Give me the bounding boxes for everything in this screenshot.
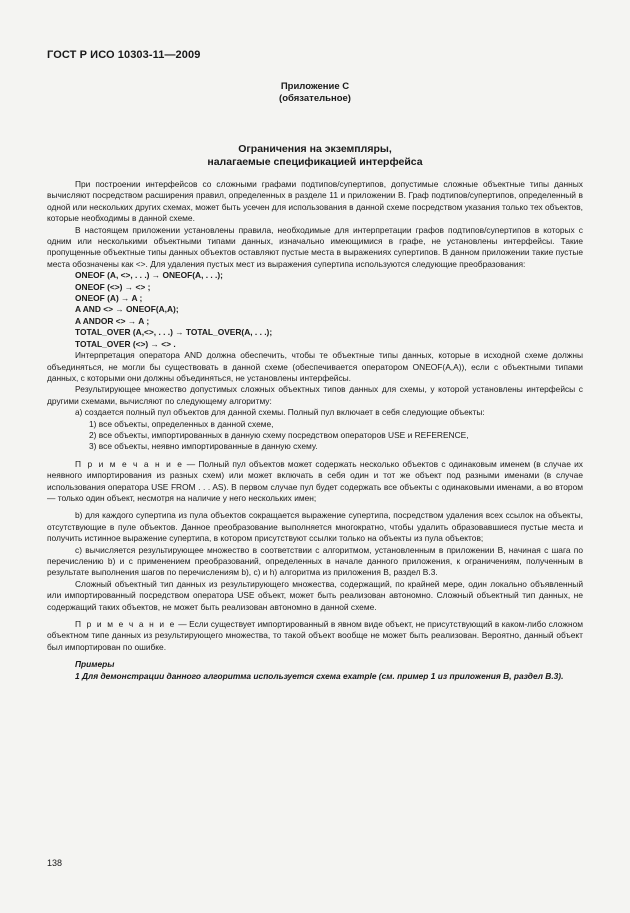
paragraph-intro: При построении интерфейсов со сложными графами подтипов/супертипов, допустимые сложные объектные типы данных вычисляют посредством расширения правил, определенных в разделе 11 и приложении В. Граф подтипов/супертипов, определенный в одной или нескольких других схемах, может быть усечен для использования в данной схеме посредством указания только тех объектов, которые необходимы в данной схеме. xyxy=(47,179,583,224)
example-1: 1 Для демонстрации данного алгоритма используется схема example (см. пример 1 из приложения В, раздел В.3). xyxy=(75,670,564,681)
transform-rule: ONEOF (A, <>, . . .) → ONEOF(A, . . .); xyxy=(75,270,223,281)
section-title-line-1: Ограничения на экземпляры, xyxy=(238,143,392,155)
list-subitem: 2) все объекты, импортированных в данную схему посредством операторов USE и REFERENCE, xyxy=(89,429,469,440)
list-subitem: 1) все объекты, определенных в данной схеме, xyxy=(89,418,274,429)
appendix-title: Приложение С xyxy=(280,81,350,92)
note-1 xyxy=(47,459,583,505)
note-label: П р и м е ч а н и е xyxy=(75,619,176,630)
transform-rule: ONEOF (A) → A ; xyxy=(75,293,143,304)
page-number: 138 xyxy=(47,858,63,868)
appendix-heading xyxy=(0,81,630,105)
note-text: — Если существует импортированный в явном виде объект, не присутствующий в каком-либо сложном объектном типе данных из результирующего множества, то такой объект вообще не может быть реализован. Вероятно, данный объект был импортирован по ошибке. xyxy=(47,619,583,652)
paragraph-and-operator: Интерпретация оператора AND должна обеспечить, чтобы те объектные типы данных, которые в исходной схеме должны объединяться, не могли бы существовать в данной схеме (обеспечивается оператором ONEOF(A,A)), если с объектными типами данных, с которыми они должны объединяться, не установлены интерфейсы. xyxy=(47,350,583,383)
section-title xyxy=(0,143,630,169)
body-text xyxy=(47,179,583,682)
note-text: — Полный пул объектов может содержать несколько объектов с одинаковым именем (в случае их неявного импортирования из разных схем) или может включать в себя один и тот же объект под разными именами (в случае использования оператора USE FROM . . . AS). В первом случае пул будет содержать все объекты с одинаковыми именами, а во втором — только один объект, несмотря на наличие у него нескольких имен; xyxy=(47,458,583,503)
examples-title: Примеры xyxy=(75,659,115,670)
transform-rule: A AND <> → ONEOF(A,A); xyxy=(75,304,179,315)
paragraph-algorithm: Результирующее множество допустимых сложных объектных типов данных для схемы, у которой установлены интерфейсы с другими схемами, вычисляют по следующему алгоритму: xyxy=(47,384,583,406)
paragraph-complex-type: Сложный объектный тип данных из результирующего множества, содержащий, по крайней мере, один локально объявленный или импортированный посредством оператора USE объект, может быть реализован автономно. Сложный объектный тип данных, не содержащий таких объектов, не может быть реализован автономно в данной схеме. xyxy=(47,578,583,612)
transform-rule: TOTAL_OVER (<>) → <> . xyxy=(75,338,176,349)
transform-rule: ONEOF (<>) → <> ; xyxy=(75,281,151,292)
appendix-status: (обязательное) xyxy=(279,93,351,104)
list-item-c: c) вычисляется результирующее множество в соответствии с алгоритмом, установленным в приложении В, начиная с шага по перечислению b) и с применением преобразований, определенных в начале данного приложения, к ограничениям, полученным в результате выполнения шагов по перечислениям b), c) и h) алгоритма из приложения В, раздел В.3. xyxy=(47,544,583,578)
standard-header: ГОСТ Р ИСО 10303-11—2009 xyxy=(47,49,201,61)
list-item-a: a) создается полный пул объектов для данной схемы. Полный пул включает в себя следующие объекты: xyxy=(75,407,485,418)
paragraph-rules: В настоящем приложении установлены правила, необходимые для интерпретации графов подтипов/супертипов в которых с одним или несколькими объектными типами данных, изначально имеющимися в графе, не установлены интерфейсы. Такие пропущенные объектные типы данных объектов оставляют пустые места в выражениях супертипов. В данном приложении такие пустые места обозначены как <>. Для удаления пустых мест из выражения супертипа используются следующие преобразования: xyxy=(47,224,583,269)
list-item-b: b) для каждого супертипа из пула объектов сокращается выражение супертипа, посредством удаления всех ссылок на объекты, отсутствующие в пуле объектов. Данное преобразование выполняется многократно, чтобы удалить образовавшиеся пустые места и получить истинное выражение супертипа, в котором присутствуют ссылки только на объекты из пула объектов; xyxy=(47,510,583,544)
note-2 xyxy=(47,619,583,653)
note-label: П р и м е ч а н и е xyxy=(75,458,184,469)
section-title-line-2: налагаемые спецификацией интерфейса xyxy=(207,156,423,168)
transform-rule: TOTAL_OVER (A,<>, . . .) → TOTAL_OVER(A, . . .); xyxy=(75,327,273,338)
transform-rule: A ANDOR <> → A ; xyxy=(75,315,150,326)
list-subitem: 3) все объекты, неявно импортированные в данную схему. xyxy=(89,441,318,452)
